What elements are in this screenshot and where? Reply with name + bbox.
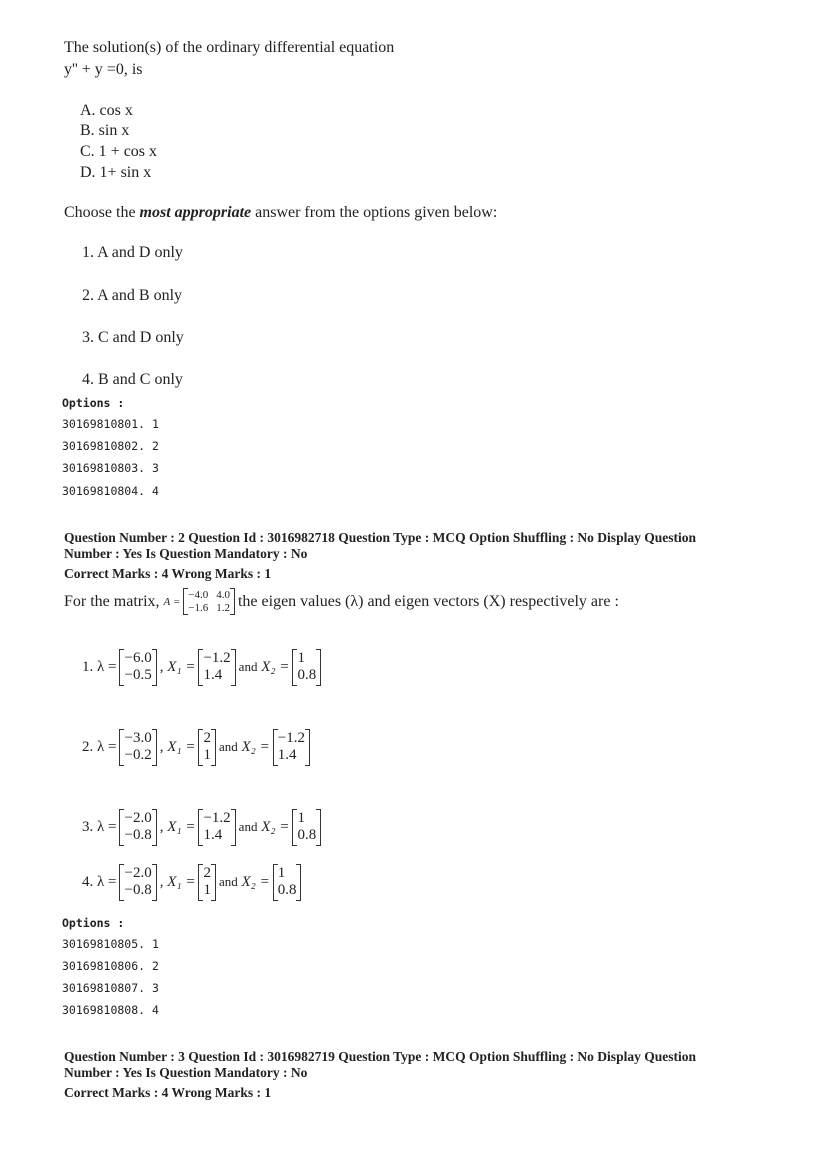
answer-number: 4. λ = (82, 873, 117, 890)
option-code: 30169810803. 3 (62, 461, 159, 475)
x2-label: X₂ = (261, 818, 290, 835)
cell: 1.4 (277, 747, 297, 764)
x2-vector (273, 864, 302, 901)
cell: −1.2 (203, 650, 231, 666)
cell: −0.2 (124, 747, 152, 764)
x1-vector (198, 649, 235, 686)
stem-text: For the matrix, (64, 592, 160, 610)
cell: 0.8 (277, 882, 297, 899)
cell: 0.8 (297, 667, 317, 684)
cell: −0.8 (124, 882, 152, 899)
x2-label: X₂ = (241, 738, 270, 755)
q1-answer: 1. A and D only (82, 244, 183, 261)
cell: −1.2 (277, 730, 305, 746)
q2-answer: 3. λ = −2.0 −0.8 , X₁ = −1.2 1.4 and X₂ = 1 0.8 (82, 809, 324, 846)
x2-vector (273, 729, 310, 766)
x1-vector (198, 729, 216, 766)
answer-number: 1. λ = (82, 658, 117, 675)
option-code: 30169810806. 2 (62, 959, 159, 973)
q1-instruction (64, 204, 497, 222)
and-text: and (218, 739, 238, 755)
option-code: 30169810805. 1 (62, 937, 159, 951)
matrix-label: A = (163, 595, 181, 608)
q2-marks: Correct Marks : 4 Wrong Marks : 1 (64, 566, 272, 581)
q1-stem-line1: The solution(s) of the ordinary differential equation (64, 39, 395, 56)
x1-label: X₁ = (167, 818, 196, 835)
q3-meta: Number : Yes Is Question Mandatory : No (64, 1065, 308, 1080)
cell: 1 (203, 747, 211, 764)
q2-answer: 4. λ = −2.0 −0.8 , X₁ = 2 1 and X₂ = 1 0.8 (82, 864, 304, 901)
lambda-vector (119, 864, 156, 901)
x2-label: X₂ = (241, 873, 270, 890)
x2-vector (292, 649, 321, 686)
and-text: and (238, 819, 258, 835)
cell: −2.0 (124, 810, 152, 826)
x1-vector (198, 809, 235, 846)
cell: 1.4 (203, 827, 223, 844)
cell: −1.2 (203, 810, 231, 826)
x1-label: X₁ = (167, 658, 196, 675)
cell: 2 (203, 730, 211, 746)
q1-statement: C. 1 + cos x (80, 143, 158, 160)
cell: 2 (203, 865, 211, 881)
lambda-vector (119, 729, 156, 766)
and-text: and (238, 659, 258, 675)
q1-answer: 2. A and B only (82, 287, 183, 304)
cell: 1 (203, 882, 211, 899)
cell: 1.4 (203, 667, 223, 684)
stem-text: the eigen values (λ) and eigen vectors (X) respectively are : (237, 592, 619, 610)
lambda-vector (119, 809, 156, 846)
matrix-a (183, 588, 235, 615)
x1-label: X₁ = (167, 738, 196, 755)
x1-label: X₁ = (167, 873, 196, 890)
option-code: 30169810808. 4 (62, 1003, 159, 1017)
option-code: 30169810802. 2 (62, 439, 159, 453)
q3-marks: Correct Marks : 4 Wrong Marks : 1 (64, 1085, 272, 1100)
cell: −0.8 (124, 827, 152, 844)
instruction-emphasis: most appropriate (139, 204, 252, 221)
x2-label: X₂ = (261, 658, 290, 675)
cell: 1 (277, 865, 286, 881)
q1-answer: 3. C and D only (82, 329, 184, 346)
q1-statement: A. cos x (80, 102, 133, 119)
cell: −1.6 (188, 601, 209, 614)
q2-meta: Number : Yes Is Question Mandatory : No (64, 546, 308, 561)
instruction-text: answer from the options given below: (251, 204, 498, 221)
cell: 1.2 (216, 601, 230, 614)
q1-statement: B. sin x (80, 122, 130, 139)
q2-answer: 2. λ = −3.0 −0.2 , X₁ = 2 1 and X₂ = −1.2 1.4 (82, 729, 313, 766)
cell: −4.0 (188, 589, 209, 601)
cell: 1 (297, 810, 305, 826)
option-code: 30169810801. 1 (62, 417, 159, 431)
instruction-text: Choose the (64, 204, 140, 221)
q1-answer: 4. B and C only (82, 371, 183, 388)
q2-meta: Question Number : 2 Question Id : 3016982718 Question Type : MCQ Option Shuffling : No Display Question (64, 530, 696, 545)
q1-stem-line2: y'' + y =0, is (64, 61, 143, 78)
option-code: 30169810804. 4 (62, 484, 159, 498)
options-label: Options : (62, 396, 125, 410)
cell: −6.0 (124, 650, 152, 666)
cell: −2.0 (124, 865, 152, 881)
q1-statement: D. 1+ sin x (80, 164, 152, 181)
x1-vector (198, 864, 216, 901)
cell: −3.0 (124, 730, 152, 746)
q2-answer: 1. λ = −6.0 −0.5 , X₁ = −1.2 1.4 and X₂ = 1 0.8 (82, 649, 324, 686)
options-label: Options : (62, 916, 125, 930)
answer-number: 3. λ = (82, 818, 117, 835)
cell: 0.8 (297, 827, 317, 844)
cell: 4.0 (216, 589, 230, 601)
cell: −0.5 (124, 667, 152, 684)
cell: 1 (297, 650, 305, 666)
q2-stem (64, 588, 619, 615)
answer-number: 2. λ = (82, 738, 117, 755)
q3-meta: Question Number : 3 Question Id : 3016982719 Question Type : MCQ Option Shuffling : No Display Question (64, 1049, 696, 1064)
option-code: 30169810807. 3 (62, 981, 159, 995)
and-text: and (218, 874, 238, 890)
lambda-vector (119, 649, 156, 686)
x2-vector (292, 809, 321, 846)
